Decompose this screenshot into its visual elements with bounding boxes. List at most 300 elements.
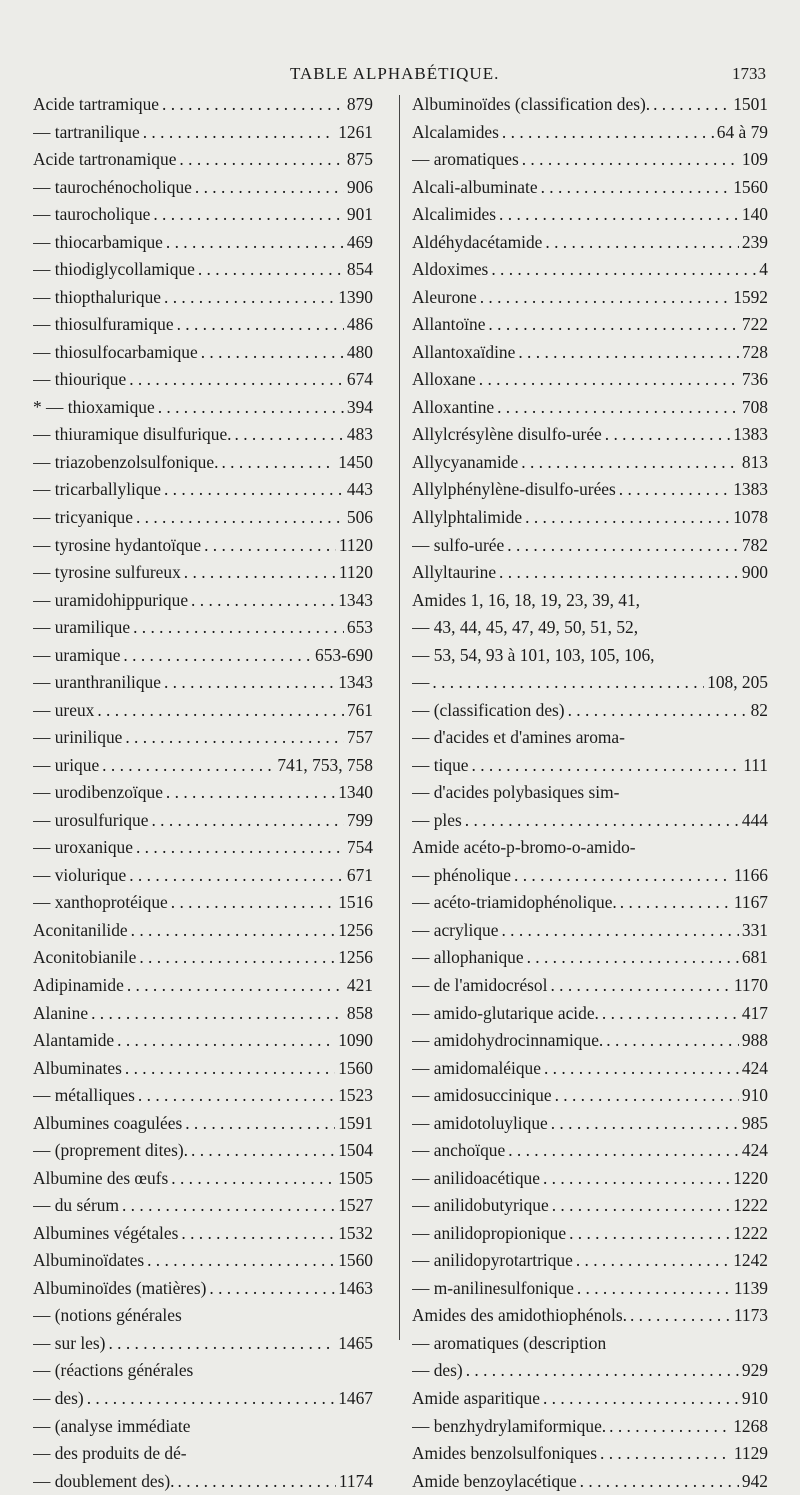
entry-page-ref: 421	[346, 975, 373, 995]
index-entry	[33, 697, 373, 725]
entry-page-ref: 900	[741, 562, 768, 583]
index-entry	[33, 256, 373, 284]
index-entry	[412, 366, 768, 394]
entry-page-ref: 506	[346, 506, 373, 527]
dot-leader	[507, 532, 739, 560]
entry-term: — amido-glutarique acide.	[412, 1002, 599, 1023]
index-entry	[33, 669, 373, 697]
entry-term: — xanthoprotéique	[33, 892, 168, 913]
dot-leader	[235, 421, 344, 449]
entry-page-ref: 1463	[338, 1277, 373, 1298]
entry-term: — amidotoluylique	[412, 1112, 548, 1133]
index-entry	[412, 642, 768, 670]
index-entry	[33, 1055, 373, 1083]
dot-leader	[602, 1000, 739, 1028]
entry-page-ref: 1560	[338, 1057, 373, 1078]
entry-term: Albumine des œufs	[33, 1167, 169, 1188]
index-column-right	[412, 91, 768, 1495]
index-entry	[412, 119, 768, 147]
index-entry	[33, 366, 373, 394]
dot-leader	[143, 119, 335, 147]
entry-term: — des)	[412, 1360, 463, 1381]
entry-page-ref: 1166	[733, 864, 768, 885]
dot-leader	[147, 1247, 335, 1275]
dot-leader	[129, 862, 344, 890]
entry-page-ref: 111	[743, 754, 768, 775]
entry-term: — d'acides et d'amines aroma-	[412, 727, 625, 748]
index-entry	[33, 284, 373, 312]
index-entry	[412, 724, 768, 752]
entry-page-ref: 1383	[733, 479, 768, 500]
index-entry	[412, 1000, 768, 1028]
entry-term: — (notions générales	[33, 1305, 182, 1326]
index-entry	[33, 1027, 373, 1055]
dot-leader	[508, 1137, 739, 1165]
dot-leader	[166, 229, 344, 257]
entry-page-ref: 1242	[733, 1250, 768, 1271]
entry-term: — uramidohippurique	[33, 589, 189, 610]
dot-leader	[541, 174, 731, 202]
dot-leader	[108, 1330, 335, 1358]
entry-term: — anchoïque	[412, 1140, 506, 1161]
entry-page-ref: 681	[741, 947, 768, 968]
index-entry	[412, 1440, 768, 1468]
index-entry	[412, 394, 768, 422]
dot-leader	[543, 1165, 730, 1193]
entry-term: Albumines végétales	[33, 1222, 179, 1243]
index-entry	[33, 146, 373, 174]
entry-page-ref: 1450	[338, 451, 373, 472]
entry-page-ref: 1516	[338, 892, 373, 913]
entry-page-ref: 1560	[733, 176, 768, 197]
entry-term: * — thioxamique	[33, 396, 155, 417]
index-entry	[33, 201, 373, 229]
dot-leader	[491, 256, 756, 284]
entry-term: Albuminoïdates	[33, 1250, 145, 1271]
entry-term: — 53, 54, 93 à 101, 103, 105, 106,	[412, 644, 655, 665]
index-entry	[412, 587, 768, 615]
index-entry	[33, 1082, 373, 1110]
index-entry	[33, 944, 373, 972]
index-entry	[33, 1302, 373, 1330]
index-entry	[412, 1247, 768, 1275]
index-entry	[33, 174, 373, 202]
entry-term: — urinilique	[33, 727, 123, 748]
entry-page-ref: 1222	[733, 1195, 768, 1216]
entry-term: — uranthranilique	[33, 672, 161, 693]
index-entry	[412, 174, 768, 202]
entry-term: Aconitobianile	[33, 947, 137, 968]
entry-term: — ureux	[33, 699, 95, 720]
dot-leader	[158, 394, 344, 422]
entry-page-ref: 486	[346, 314, 373, 335]
entry-page-ref: 82	[750, 699, 768, 720]
dot-leader	[91, 1000, 344, 1028]
entry-term: Amides benzolsulfoniques	[412, 1443, 597, 1464]
index-entry	[412, 421, 768, 449]
dot-leader	[600, 1440, 731, 1468]
entry-page-ref: 782	[741, 534, 768, 555]
entry-page-ref: 854	[346, 259, 373, 280]
index-entry	[412, 91, 768, 119]
dot-leader	[653, 91, 730, 119]
index-entry	[33, 614, 373, 642]
dot-leader	[171, 1165, 335, 1193]
index-entry	[412, 917, 768, 945]
entry-term: Amide asparitique	[412, 1387, 540, 1408]
entry-page-ref: 331	[741, 919, 768, 940]
entry-page-ref: 444	[741, 809, 768, 830]
entry-page-ref: 109	[741, 149, 768, 170]
entry-page-ref: 653-690	[315, 644, 373, 665]
entry-term: — (analyse immédiate	[33, 1415, 191, 1436]
dot-leader	[123, 642, 312, 670]
dot-leader	[164, 669, 335, 697]
entry-page-ref: 1560	[338, 1250, 373, 1271]
entry-term: — anilidobutyrique	[412, 1195, 549, 1216]
entry-term: — violurique	[33, 864, 127, 885]
entry-term: Aldoximes	[412, 259, 489, 280]
entry-term: Acide tartronamique	[33, 149, 177, 170]
index-entry	[33, 862, 373, 890]
entry-term: — amidohydrocinnamique.	[412, 1030, 604, 1051]
entry-term: — tricarballylique	[33, 479, 161, 500]
index-entry	[33, 587, 373, 615]
dot-leader	[569, 1220, 730, 1248]
running-title: TABLE ALPHABÉTIQUE.	[290, 64, 500, 83]
dot-leader	[630, 1302, 731, 1330]
page-header	[0, 64, 800, 88]
index-entry	[412, 1413, 768, 1441]
index-entry	[412, 476, 768, 504]
entry-term: Amide acéto-p-bromo-o-amido-	[412, 837, 636, 858]
column-divider	[399, 95, 400, 1340]
entry-term: Alanine	[33, 1002, 89, 1023]
entry-term: — uroxanique	[33, 837, 133, 858]
entry-page-ref: 1222	[733, 1222, 768, 1243]
entry-page-ref: 1129	[733, 1443, 768, 1464]
entry-page-ref: 906	[346, 176, 373, 197]
entry-page-ref: 1167	[733, 892, 768, 913]
entry-page-ref: 1340	[338, 782, 373, 803]
dot-leader	[166, 779, 335, 807]
dot-leader	[181, 1220, 335, 1248]
dot-leader	[620, 889, 731, 917]
index-entry	[33, 1137, 373, 1165]
dot-leader	[97, 697, 344, 725]
entry-term: — tique	[412, 754, 469, 775]
entry-page-ref: 1343	[338, 589, 373, 610]
entry-page-ref: 761	[346, 699, 373, 720]
entry-term: — thiopthalurique	[33, 286, 161, 307]
entry-term: — thiourique	[33, 369, 127, 390]
dot-leader	[465, 807, 739, 835]
entry-term: — allophanique	[412, 947, 524, 968]
dot-leader	[479, 366, 739, 394]
entry-page-ref: 417	[741, 1002, 768, 1023]
entry-page-ref: 1268	[733, 1415, 768, 1436]
entry-page-ref: 988	[741, 1030, 768, 1051]
dot-leader	[555, 1082, 739, 1110]
dot-leader	[525, 504, 730, 532]
entry-term: — des)	[33, 1387, 84, 1408]
entry-page-ref: 1174	[338, 1470, 373, 1491]
entry-page-ref: 736	[741, 369, 768, 390]
entry-term: Aconitanilide	[33, 919, 128, 940]
dot-leader	[136, 834, 344, 862]
index-entry	[33, 229, 373, 257]
index-entry	[33, 1330, 373, 1358]
entry-page-ref: 1173	[733, 1305, 768, 1326]
entry-term: — acéto-triamidophénolique.	[412, 892, 617, 913]
entry-page-ref: 1256	[338, 919, 373, 940]
dot-leader	[521, 449, 739, 477]
entry-page-ref: 1090	[338, 1030, 373, 1051]
dot-leader	[164, 284, 335, 312]
entry-term: — doublement des).	[33, 1470, 175, 1491]
index-entry	[412, 862, 768, 890]
dot-leader	[139, 944, 335, 972]
entry-term: Allantoxaïdine	[412, 341, 516, 362]
entry-term: — taurochénocholique	[33, 176, 192, 197]
entry-term: — thiosulfuramique	[33, 314, 174, 335]
index-entry	[412, 1468, 768, 1495]
dot-leader	[209, 1275, 335, 1303]
dot-leader	[550, 972, 730, 1000]
dot-leader	[432, 669, 704, 697]
dot-leader	[133, 614, 344, 642]
entry-page-ref: 942	[741, 1470, 768, 1491]
entry-page-ref: 929	[741, 1360, 768, 1381]
dot-leader	[129, 366, 344, 394]
entry-page-ref: 1220	[733, 1167, 768, 1188]
index-entry	[412, 201, 768, 229]
entry-term: — urodibenzoïque	[33, 782, 163, 803]
entry-term: Albuminoïdes (classification des).	[412, 94, 651, 114]
dot-leader	[204, 532, 336, 560]
index-entry	[33, 1247, 373, 1275]
dot-leader	[125, 1055, 335, 1083]
dot-leader	[198, 256, 344, 284]
entry-term: — ples	[412, 809, 462, 830]
index-entry	[33, 1165, 373, 1193]
index-entry	[412, 669, 768, 697]
entry-term: — amidomaléique	[412, 1057, 541, 1078]
entry-page-ref: 1120	[338, 534, 373, 555]
dot-leader	[138, 1082, 335, 1110]
index-entry	[412, 1302, 768, 1330]
entry-term: — benzhydrylamiformique.	[412, 1415, 607, 1436]
dot-leader	[136, 504, 344, 532]
entry-page-ref: 1120	[338, 562, 373, 583]
index-entry	[33, 339, 373, 367]
dot-leader	[501, 917, 738, 945]
index-entry	[412, 807, 768, 835]
index-entry	[33, 1357, 373, 1385]
entry-page-ref: 674	[346, 369, 373, 390]
entry-page-ref: 1390	[338, 286, 373, 307]
entry-page-ref: 424	[741, 1057, 768, 1078]
dot-leader	[151, 807, 343, 835]
entry-term: — d'acides polybasiques sim-	[412, 782, 620, 803]
index-entry	[412, 532, 768, 560]
entry-term: — thiosulfocarbamique	[33, 341, 198, 362]
entry-page-ref: 722	[741, 314, 768, 335]
index-entry	[412, 1192, 768, 1220]
dot-leader	[605, 421, 730, 449]
entry-page-ref: 858	[346, 1002, 373, 1023]
entry-term: — amidosuccinique	[412, 1085, 552, 1106]
index-entry	[412, 256, 768, 284]
index-entry	[412, 1110, 768, 1138]
index-entry	[33, 1275, 373, 1303]
entry-page-ref: 108, 205	[707, 672, 768, 693]
index-entry	[412, 944, 768, 972]
entry-term: — des produits de dé-	[33, 1443, 187, 1464]
entry-term: Allylphtalimide	[412, 506, 523, 527]
dot-leader	[480, 284, 731, 312]
index-entry	[412, 284, 768, 312]
index-entry	[412, 1275, 768, 1303]
entry-term: — anilidoacétique	[412, 1167, 540, 1188]
entry-term: Aldéhydacétamide	[412, 231, 543, 252]
dot-leader	[87, 1385, 336, 1413]
entry-term: Alantamide	[33, 1030, 115, 1051]
entry-page-ref: 1170	[733, 975, 768, 995]
entry-term: — thiodiglycollamique	[33, 259, 195, 280]
index-entry	[33, 724, 373, 752]
dot-leader	[568, 697, 748, 725]
entry-term: Allycyanamide	[412, 451, 519, 472]
entry-term: — métalliques	[33, 1085, 135, 1106]
entry-page-ref: 653	[346, 617, 373, 638]
entry-page-ref: 483	[346, 424, 373, 445]
dot-leader	[171, 889, 335, 917]
index-entry	[412, 834, 768, 862]
entry-term: Amide benzoylacétique	[412, 1470, 577, 1491]
entry-page-ref: 813	[741, 451, 768, 472]
entry-page-ref: 64 à 79	[716, 121, 768, 142]
entry-page-ref: 799	[346, 809, 373, 830]
entry-page-ref: 985	[741, 1112, 768, 1133]
dot-leader	[551, 1110, 739, 1138]
entry-page-ref: 1467	[338, 1387, 373, 1408]
entry-page-ref: 754	[346, 837, 373, 858]
entry-page-ref: 875	[346, 149, 373, 170]
entry-page-ref: 480	[346, 341, 373, 362]
entry-page-ref: 1256	[338, 947, 373, 968]
entry-page-ref: 1139	[733, 1277, 768, 1298]
dot-leader	[576, 1247, 730, 1275]
entry-term: — aromatiques	[412, 149, 519, 170]
dot-leader	[153, 201, 344, 229]
index-entry	[33, 779, 373, 807]
index-entry	[412, 1165, 768, 1193]
dot-leader	[131, 917, 336, 945]
entry-term: Alloxantine	[412, 396, 495, 417]
entry-page-ref: 469	[346, 231, 373, 252]
dot-leader	[499, 559, 739, 587]
entry-page-ref: 910	[741, 1085, 768, 1106]
page-number: 1733	[732, 64, 766, 83]
dot-leader	[191, 587, 335, 615]
index-entry	[412, 449, 768, 477]
dot-leader	[609, 1413, 730, 1441]
entry-term: Alcali-albuminate	[412, 176, 538, 197]
dot-leader	[102, 752, 274, 780]
entry-term: — uramique	[33, 644, 121, 665]
dot-leader	[488, 311, 738, 339]
index-entry	[33, 449, 373, 477]
entry-term: — de l'amidocrésol	[412, 975, 548, 995]
index-entry	[412, 752, 768, 780]
dot-leader	[577, 1275, 731, 1303]
entry-term: — taurocholique	[33, 204, 151, 225]
dot-leader	[201, 339, 344, 367]
dot-leader	[497, 394, 739, 422]
index-entry	[33, 476, 373, 504]
entry-page-ref: 4	[759, 259, 768, 280]
entry-term: Allylphénylène-disulfo-urées	[412, 479, 616, 500]
dot-leader	[179, 146, 343, 174]
entry-page-ref: 239	[741, 231, 768, 252]
index-entry	[412, 697, 768, 725]
entry-term: Allyltaurine	[412, 562, 497, 583]
index-entry	[33, 421, 373, 449]
entry-term: — thiuramique disulfurique.	[33, 424, 232, 445]
entry-term: Albumines coagulées	[33, 1112, 183, 1133]
dot-leader	[127, 972, 344, 1000]
entry-term: — (classification des)	[412, 699, 565, 720]
entry-page-ref: 1465	[338, 1332, 373, 1353]
entry-term: — thiocarbamique	[33, 231, 163, 252]
entry-term: — tartranilique	[33, 121, 140, 142]
dot-leader	[514, 862, 731, 890]
entry-page-ref: 1532	[338, 1222, 373, 1243]
entry-term: Alcalamides	[412, 121, 499, 142]
entry-page-ref: 1261	[338, 121, 373, 142]
index-entry	[412, 1220, 768, 1248]
dot-leader	[522, 146, 739, 174]
entry-page-ref: 1527	[338, 1195, 373, 1216]
entry-page-ref: 1523	[338, 1085, 373, 1106]
entry-term: — (réactions générales	[33, 1360, 194, 1381]
index-entry	[33, 917, 373, 945]
index-entry	[412, 504, 768, 532]
entry-term: — urosulfurique	[33, 809, 149, 830]
index-entry	[33, 1192, 373, 1220]
index-entry	[412, 1385, 768, 1413]
entry-term: — phénolique	[412, 864, 512, 885]
index-entry	[412, 1082, 768, 1110]
dot-leader	[527, 944, 739, 972]
dot-leader	[544, 1055, 739, 1083]
dot-leader	[518, 339, 739, 367]
dot-leader	[164, 476, 344, 504]
index-entry	[33, 532, 373, 560]
entry-page-ref: 1504	[338, 1140, 373, 1161]
index-column-left	[33, 91, 373, 1495]
entry-term: — du sérum	[33, 1195, 119, 1216]
index-entry	[33, 504, 373, 532]
dot-leader	[195, 174, 344, 202]
index-entry	[412, 614, 768, 642]
entry-term: Amides 1, 16, 18, 19, 23, 39, 41,	[412, 589, 641, 610]
dot-leader	[162, 91, 344, 119]
index-entry	[33, 394, 373, 422]
dot-leader	[185, 1110, 335, 1138]
entry-term: — anilidopyrotartrique	[412, 1250, 573, 1271]
